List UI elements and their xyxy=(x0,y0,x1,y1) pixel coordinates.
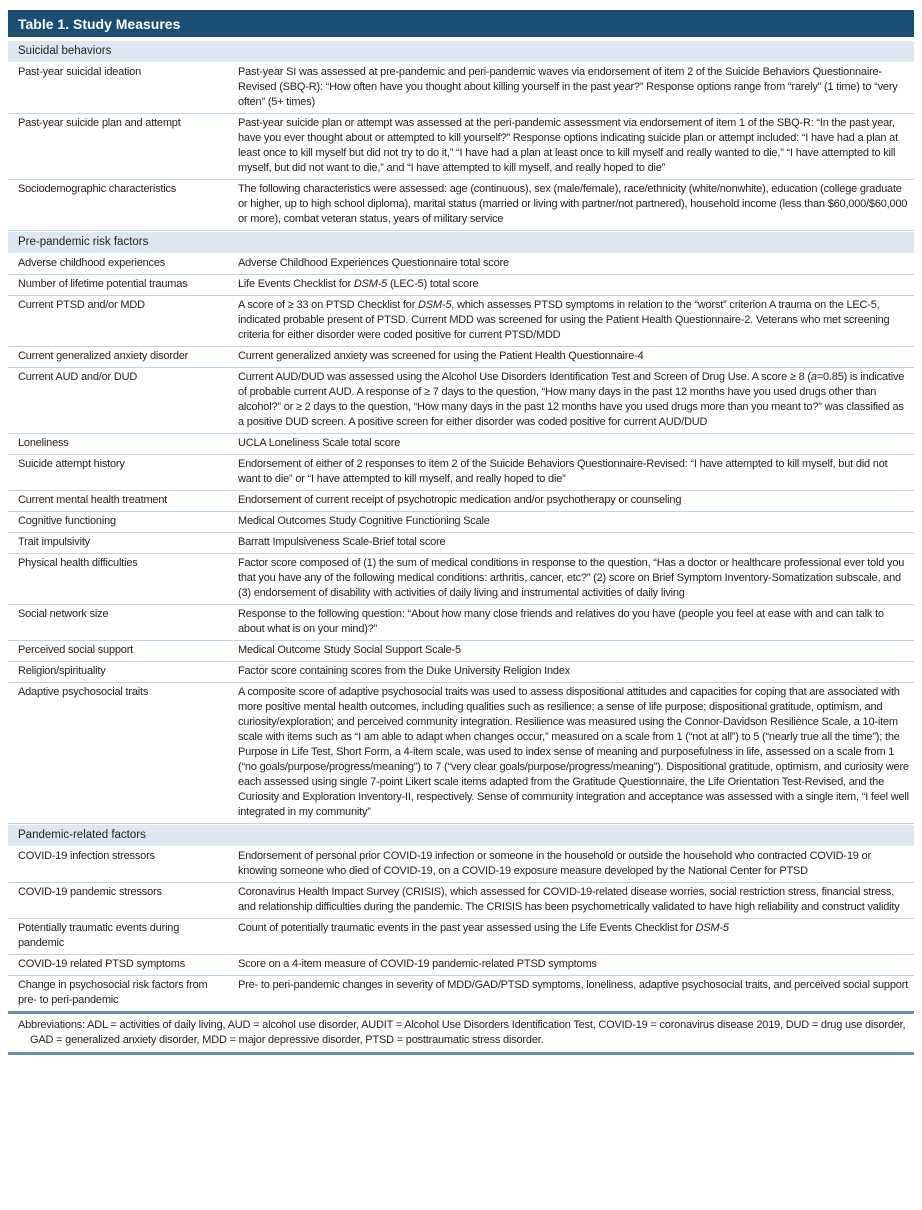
table-row xyxy=(8,455,914,491)
measure-name-cell: Change in psychosocial risk factors from pre- to peri-pandemic xyxy=(18,979,208,1006)
measure-name-cell: Trait impulsivity xyxy=(18,536,90,548)
measure-description-cell: Endorsement of current receipt of psychotropic medication and/or psychotherapy or counseling xyxy=(238,494,682,506)
table-row xyxy=(8,63,914,114)
measure-name-cell: Current AUD and/or DUD xyxy=(18,371,138,383)
measure-name-cell: Physical health difficulties xyxy=(18,557,138,569)
measure-name-cell: Cognitive functioning xyxy=(18,515,116,527)
measure-description-cell: Score on a 4-item measure of COVID-19 pandemic-related PTSD symptoms xyxy=(238,958,597,970)
measure-name-cell: COVID-19 infection stressors xyxy=(18,850,155,862)
section-header-row: Pre-pandemic risk factors xyxy=(8,232,914,253)
measure-name-cell: Current mental health treatment xyxy=(18,494,168,506)
table-row xyxy=(8,919,914,955)
measure-name-cell: COVID-19 related PTSD symptoms xyxy=(18,958,185,970)
table-row xyxy=(8,847,914,883)
table-row xyxy=(8,254,914,275)
section-header-row: Pandemic-related factors xyxy=(8,825,914,846)
table-row xyxy=(8,955,914,976)
measure-description-cell: Response to the following question: “About how many close friends and relatives do you have (people you feel at ease with and can talk to about what is on your mind)?” xyxy=(238,608,884,635)
table-row xyxy=(8,605,914,641)
measure-name-cell: Loneliness xyxy=(18,437,69,449)
measure-name-cell: Number of lifetime potential traumas xyxy=(18,278,188,290)
table-row xyxy=(8,180,914,231)
table-row xyxy=(8,296,914,347)
table-row xyxy=(8,347,914,368)
measure-description-cell: Pre- to peri-pandemic changes in severity of MDD/GAD/PTSD symptoms, loneliness, adaptive psychosocial traits, and perceived social support xyxy=(238,979,908,991)
measure-description-cell: UCLA Loneliness Scale total score xyxy=(238,437,401,449)
table-row xyxy=(8,114,914,180)
measure-name-cell: Past-year suicidal ideation xyxy=(18,66,142,78)
table-row xyxy=(8,491,914,512)
measure-description-cell: Past-year suicide plan or attempt was assessed at the peri-pandemic assessment via endorsement of item 1 of the SBQ-R: “In the past year, have you ever thought about or attempted to kill yourself?” Response options indicating suicide plan or attempt included: “I have had a plan at least once to kill myself but did not try to do it,” “I have had a plan at least once to kill myself and really wanted to die,” “I have attempted to kill myself, but did not want to die,” and “I have attempted to kill myself, and really hoped to die” xyxy=(238,117,898,174)
measure-name-cell: Adverse childhood experiences xyxy=(18,257,166,269)
measure-name-cell: Past-year suicide plan and attempt xyxy=(18,117,181,129)
measure-description-cell: Barratt Impulsiveness Scale-Brief total score xyxy=(238,536,446,548)
measure-description-cell: Current AUD/DUD was assessed using the Alcohol Use Disorders Identification Test and Screen of Drug Use. A score ≥ 8 (a=0.85) is indicative of probable current AUD. A response of ≥ 7 days to the question, “How many days in the past 12 months have you used drugs other than alcohol?” or ≥ 2 days to the question, “How many days in the past 12 months have you used drugs more than you meant to?” was classified as a positive DUD screen. A positive screen for either disorder was coded positive for current AUD/DUD xyxy=(238,371,905,428)
table-row xyxy=(8,683,914,824)
measure-description-cell: Factor score composed of (1) the sum of medical conditions in response to the question, “Has a doctor or healthcare professional ever told you that you have any of the following medical conditions: arthritis, cancer, etc?” (2) score on Brief Symptom Inventory-Somatization subscale, and (3) endorsement of disability with activities of daily living and instrumental activities of daily living xyxy=(238,557,905,599)
section-header-row: Suicidal behaviors xyxy=(8,41,914,62)
study-measures-table xyxy=(8,10,914,1055)
measure-name-cell: Religion/spirituality xyxy=(18,665,106,677)
measure-name-cell: Current generalized anxiety disorder xyxy=(18,350,189,362)
measure-description-cell: A composite score of adaptive psychosocial traits was used to assess dispositional attitudes and capacities for coping that are associated with more positive mental health outcomes, including qualities such as resilience; a sense of life purpose; dispositional gratitude, optimism, and curiosity/exploration; and perceived community integration. Resilience was measured using the Connor-Davidson Resilience Scale, a 10-item scale with items such as “I am able to adapt when changes occur,” measured on a scale from 1 (“not at all”) to 5 (“nearly true all the time”); the Purpose in Life Test, Short Form, a 4-item scale, was used to index sense of meaning and purposefulness in life, assessed on a scale from 1 (“no goals/purpose/progress/meaning”) to 7 (“very clear goals/purpose/progress/meaning”). Dispositional gratitude, optimism, and curiosity were each assessed using single 7-point Likert scale items adapted from the Gratitude Questionnaire, the Life Orientation Test-Revised, and the Curiosity and Exploration Inventory-II, respectively. Sense of community integration and acceptance was assessed with a single item, “I feel well integrated in my community” xyxy=(238,686,909,818)
measure-name-cell: Perceived social support xyxy=(18,644,134,656)
measure-name-cell: Current PTSD and/or MDD xyxy=(18,299,145,311)
table-row xyxy=(8,512,914,533)
measure-description-cell: Endorsement of personal prior COVID-19 infection or someone in the household or outside the household who contracted COVID-19 or knowing someone who died of COVID-19, on a COVID-19 exposure measure developed by the National Center for PTSD xyxy=(238,850,871,877)
table-row xyxy=(8,976,914,1011)
measure-name-cell: Sociodemographic characteristics xyxy=(18,183,177,195)
measure-description-cell: Medical Outcomes Study Cognitive Functioning Scale xyxy=(238,515,490,527)
table-row xyxy=(8,641,914,662)
table-title: Table 1. Study Measures xyxy=(8,10,914,37)
measure-description-cell: Medical Outcome Study Social Support Scale-5 xyxy=(238,644,461,656)
table-bottom-rule xyxy=(8,1052,914,1055)
table-row xyxy=(8,662,914,683)
measure-name-cell: Adaptive psychosocial traits xyxy=(18,686,149,698)
measure-description-cell: A score of ≥ 33 on PTSD Checklist for DSM-5, which assesses PTSD symptoms in relation to the “worst” criterion A trauma on the LEC-5, indicated probable present of PTSD. Current MDD was screened for using the Patient Health Questionnaire-2. Veterans who met screening criteria for either disorder were coded positive for current PTSD/MDD xyxy=(238,299,890,341)
measure-description-cell: Factor score containing scores from the Duke University Religion Index xyxy=(238,665,571,677)
measure-description-cell: Current generalized anxiety was screened for using the Patient Health Questionnaire-4 xyxy=(238,350,644,362)
measure-description-cell: Life Events Checklist for DSM-5 (LEC-5) total score xyxy=(238,278,479,290)
table-body xyxy=(8,41,914,1011)
measure-name-cell: Suicide attempt history xyxy=(18,458,125,470)
measure-name-cell: Potentially traumatic events during pandemic xyxy=(18,922,180,949)
measure-name-cell: COVID-19 pandemic stressors xyxy=(18,886,162,898)
table-row xyxy=(8,275,914,296)
measure-description-cell: Endorsement of either of 2 responses to item 2 of the Suicide Behaviors Questionnaire-Revised: “I have attempted to kill myself, but did not want to die” or “I have attempted to kill myself, and really hoped to die” xyxy=(238,458,888,485)
table-row xyxy=(8,533,914,554)
table-row xyxy=(8,434,914,455)
measure-description-cell: Past-year SI was assessed at pre-pandemic and peri-pandemic waves via endorsement of item 2 of the Suicide Behaviors Questionnaire-Revised (SBQ-R): “How often have you thought about killing yourself in the past year?” Response options range from “rarely” (1 time) to “very often” (5+ times) xyxy=(238,66,898,108)
table-row xyxy=(8,554,914,605)
measure-description-cell: The following characteristics were assessed: age (continuous), sex (male/female), race/ethnicity (white/nonwhite), education (college graduate or higher, up to high school diploma), marital status (married or living with partner/not partnered), household income (less than $60,000/$60,000 or more), combat veteran status, years of military service xyxy=(238,183,908,225)
table-row xyxy=(8,368,914,434)
measure-description-cell: Count of potentially traumatic events in the past year assessed using the Life Events Checklist for DSM-5 xyxy=(238,922,729,934)
table-row xyxy=(8,883,914,919)
abbreviations-footnote: Abbreviations: ADL = activities of daily living, AUD = alcohol use disorder, AUDIT = Alcohol Use Disorders Identification Test, COVID-19 = coronavirus disease 2019, DUD = drug use disorder, GAD = generalized anxiety disorder, MDD = major depressive disorder, PTSD = posttraumatic stress disorder. xyxy=(18,1019,906,1046)
title-divider xyxy=(8,37,914,40)
measure-description-cell: Coronavirus Health Impact Survey (CRISIS), which assessed for COVID-19-related disease worries, social restriction stress, financial stress, and relationship difficulties during the pandemic. The CRISIS has been psychometrically validated to have high reliability and construct validity xyxy=(238,886,900,913)
measure-name-cell: Social network size xyxy=(18,608,109,620)
measure-description-cell: Adverse Childhood Experiences Questionnaire total score xyxy=(238,257,509,269)
